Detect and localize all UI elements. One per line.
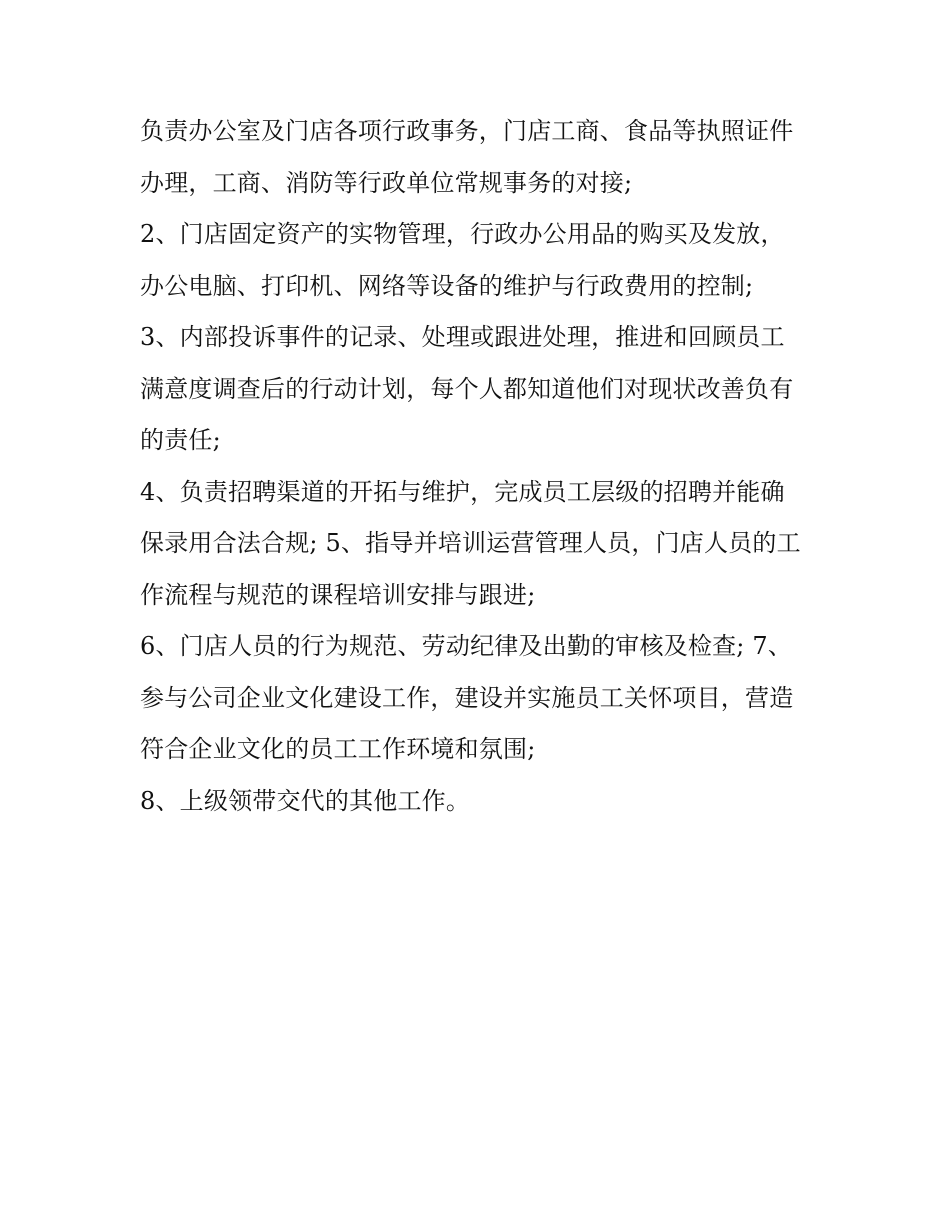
text-line: 参与公司企业文化建设工作，建设并实施员工关怀项目，营造 bbox=[140, 683, 794, 712]
text-line: 满意度调查后的行动计划，每个人都知道他们对现状改善负有 bbox=[140, 374, 794, 403]
text-line: 2、门店固定资产的实物管理，行政办公用品的购买及发放， bbox=[140, 220, 785, 248]
text-line: 保录用合法合规; 5、指导并培训运营管理人员，门店人员的工 bbox=[140, 529, 801, 557]
text-line: 的责任; bbox=[140, 426, 221, 454]
text-line: 8、上级领带交代的其他工作。 bbox=[140, 786, 471, 815]
text-line: 符合企业文化的员工工作环境和氛围; bbox=[140, 735, 536, 763]
text-line: 6、门店人员的行为规范、劳动纪律及出勤的审核及检查; 7、 bbox=[140, 632, 793, 660]
text-line: 3、内部投诉事件的记录、处理或跟进处理，推进和回顾员工 bbox=[140, 323, 785, 351]
text-line: 办理，工商、消防等行政单位常规事务的对接; bbox=[140, 168, 633, 197]
text-line: 负责办公室及门店各项行政事务，门店工商、食品等执照证件 bbox=[140, 117, 794, 145]
text-line: 4、负责招聘渠道的开拓与维护，完成员工层级的招聘并能确 bbox=[140, 477, 785, 506]
text-line: 办公电脑、打印机、网络等设备的维护与行政费用的控制; bbox=[140, 271, 754, 300]
document-body bbox=[140, 106, 830, 827]
text-line: 作流程与规范的课程培训安排与跟进; bbox=[140, 580, 536, 609]
